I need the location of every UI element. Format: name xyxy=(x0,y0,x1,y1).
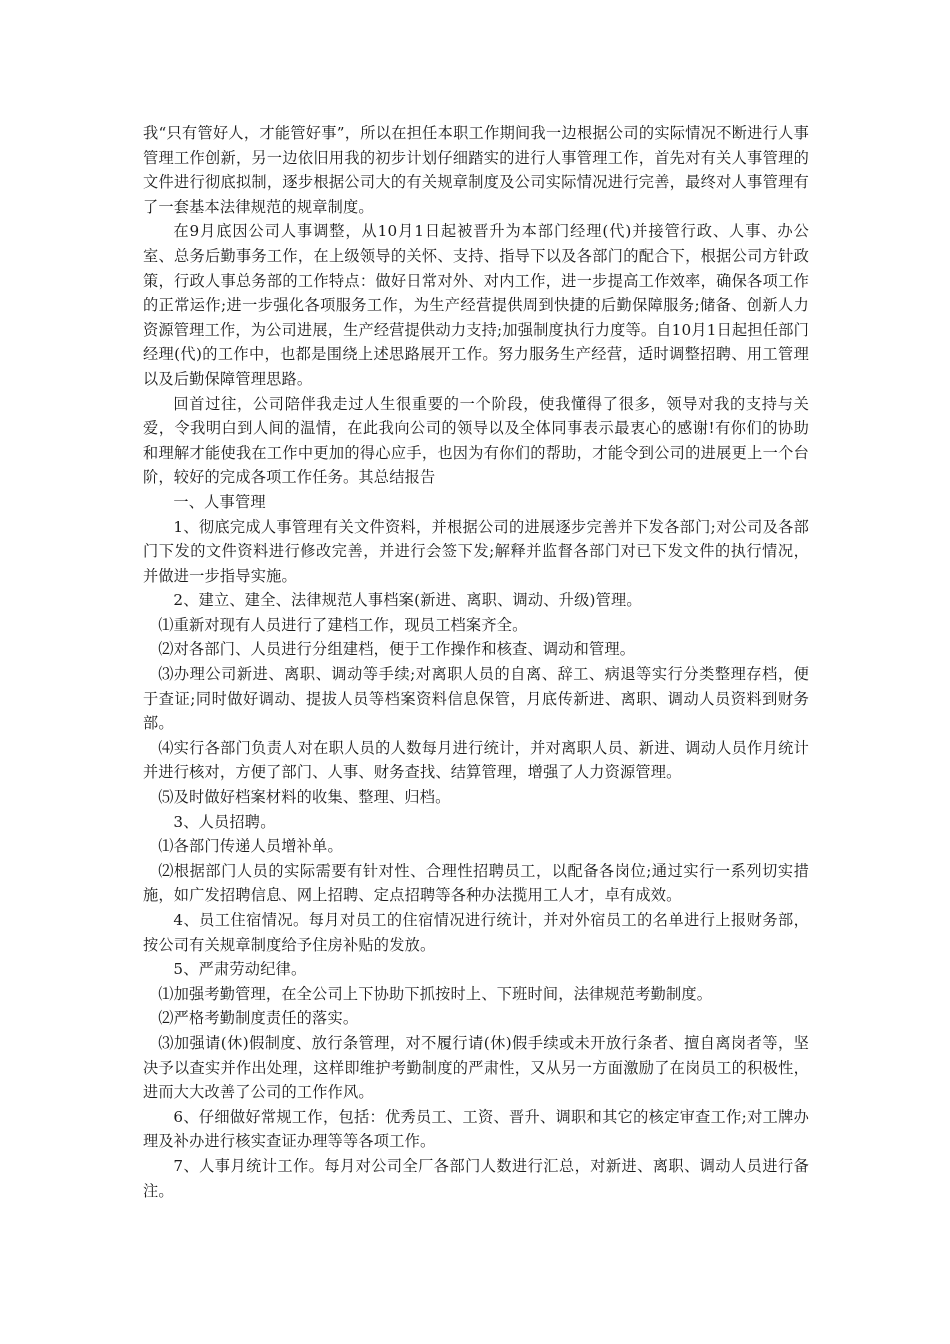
paragraph-promotion: 在9月底因公司人事调整，从10月1日起被晋升为本部门经理(代)并接管行政、人事、办公室、总务后勤事务工作，在上级领导的关怀、支持、指导下以及各部门的配合下，根据公司方针政策，行政人事总务部的工作特点：做好日常对外、对内工作，进一步提高工作效率，确保各项工作的正常运作;进一步强化各项服务工作，为生产经营提供周到快捷的后勤保障服务;储备、创新人力资源管理工作，为公司进展，生产经营提供动力支持;加强制度执行力度等。自10月1日起担任部门经理(代)的工作中，也都是围绕上述思路展开工作。努力服务生产经营，适时调整招聘、用工管理以及后勤保障管理思路。 xyxy=(143,222,809,388)
paragraph-reflection: 回首过往，公司陪伴我走过人生很重要的一个阶段，使我懂得了很多，领导对我的支持与关爱，令我明白到人间的温情，在此我向公司的领导以及全体同事表示最衷心的感谢!有你们的协助和理解才能使我在工作中更加的得心应手，也因为有你们的帮助，才能令到公司的进展更上一个台阶，较好的完成各项工作任务。其总结报告 xyxy=(143,394,809,487)
sub-item-2-4: ⑷实行各部门负责人对在职人员的人数每月进行统计，并对离职人员、新进、调动人员作月统计并进行核对，方便了部门、人事、财务查找、结算管理，增强了人力资源管理。 xyxy=(143,738,809,782)
sub-item-2-1: ⑴重新对现有人员进行了建档工作，现员工档案齐全。 xyxy=(158,615,528,634)
sub-item-5-1: ⑴加强考勤管理，在全公司上下协助下抓按时上、下班时间，法律规范考勤制度。 xyxy=(158,984,713,1003)
list-item-6: 6、仔细做好常规工作，包括：优秀员工、工资、晋升、调职和其它的核定审查工作;对工牌办理及补办进行核实查证办理等等各项工作。 xyxy=(143,1107,809,1151)
document-page xyxy=(143,121,809,1203)
sub-item-5-2: ⑵严格考勤制度责任的落实。 xyxy=(158,1009,359,1028)
sub-item-3-1: ⑴各部门传递人员增补单。 xyxy=(158,837,343,856)
section-heading-hr-management: 一、人事管理 xyxy=(173,492,266,511)
sub-item-2-5: ⑸及时做好档案材料的收集、整理、归档。 xyxy=(158,788,451,807)
list-item-2: 2、建立、建全、法律规范人事档案(新进、离职、调动、升级)管理。 xyxy=(173,591,642,610)
list-item-7: 7、人事月统计工作。每月对公司全厂各部门人数进行汇总，对新进、离职、调动人员进行备注。 xyxy=(143,1156,809,1200)
paragraph-intro: 我“只有管好人，才能管好事”，所以在担任本职工作期间我一边根据公司的实际情况不断进行人事管理工作创新，另一边依旧用我的初步计划仔细踏实的进行人事管理工作，首先对有关人事管理的文件进行彻底拟制，逐步根据公司大的有关规章制度及公司实际情况进行完善，最终对人事管理有了一套基本法律规范的规章制度。 xyxy=(143,124,809,216)
sub-item-3-2: ⑵根据部门人员的实际需要有针对性、合理性招聘员工，以配备各岗位;通过实行一系列切实措施，如广发招聘信息、网上招聘、定点招聘等各种办法揽用工人才，卓有成效。 xyxy=(143,861,809,905)
list-item-3: 3、人员招聘。 xyxy=(173,812,276,831)
sub-item-2-2: ⑵对各部门、人员进行分组建档，便于工作操作和核查、调动和管理。 xyxy=(158,640,636,659)
sub-item-2-3: ⑶办理公司新进、离职、调动等手续;对离职人员的自离、辞工、病退等实行分类整理存档，便于查证;同时做好调动、提拔人员等档案资料信息保管，月底传新进、离职、调动人员资料到财务部。 xyxy=(143,665,809,733)
list-item-5: 5、严肃劳动纪律。 xyxy=(173,960,307,979)
sub-item-5-3: ⑶加强请(休)假制度、放行条管理，对不履行请(休)假手续或未开放行条者、擅自离岗者等，坚决予以查实并作出处理，这样即维护考勤制度的严肃性，又从另一方面激励了在岗员工的积极性，进而大大改善了公司的工作作风。 xyxy=(143,1033,809,1102)
list-item-4: 4、员工住宿情况。每月对员工的住宿情况进行统计，并对外宿员工的名单进行上报财务部，按公司有关规章制度给予住房补贴的发放。 xyxy=(143,911,809,954)
list-item-1: 1、彻底完成人事管理有关文件资料，并根据公司的进展逐步完善并下发各部门;对公司及各部门下发的文件资料进行修改完善，并进行会签下发;解释并监督各部门对已下发文件的执行情况，并做进一步指导实施。 xyxy=(143,517,809,585)
